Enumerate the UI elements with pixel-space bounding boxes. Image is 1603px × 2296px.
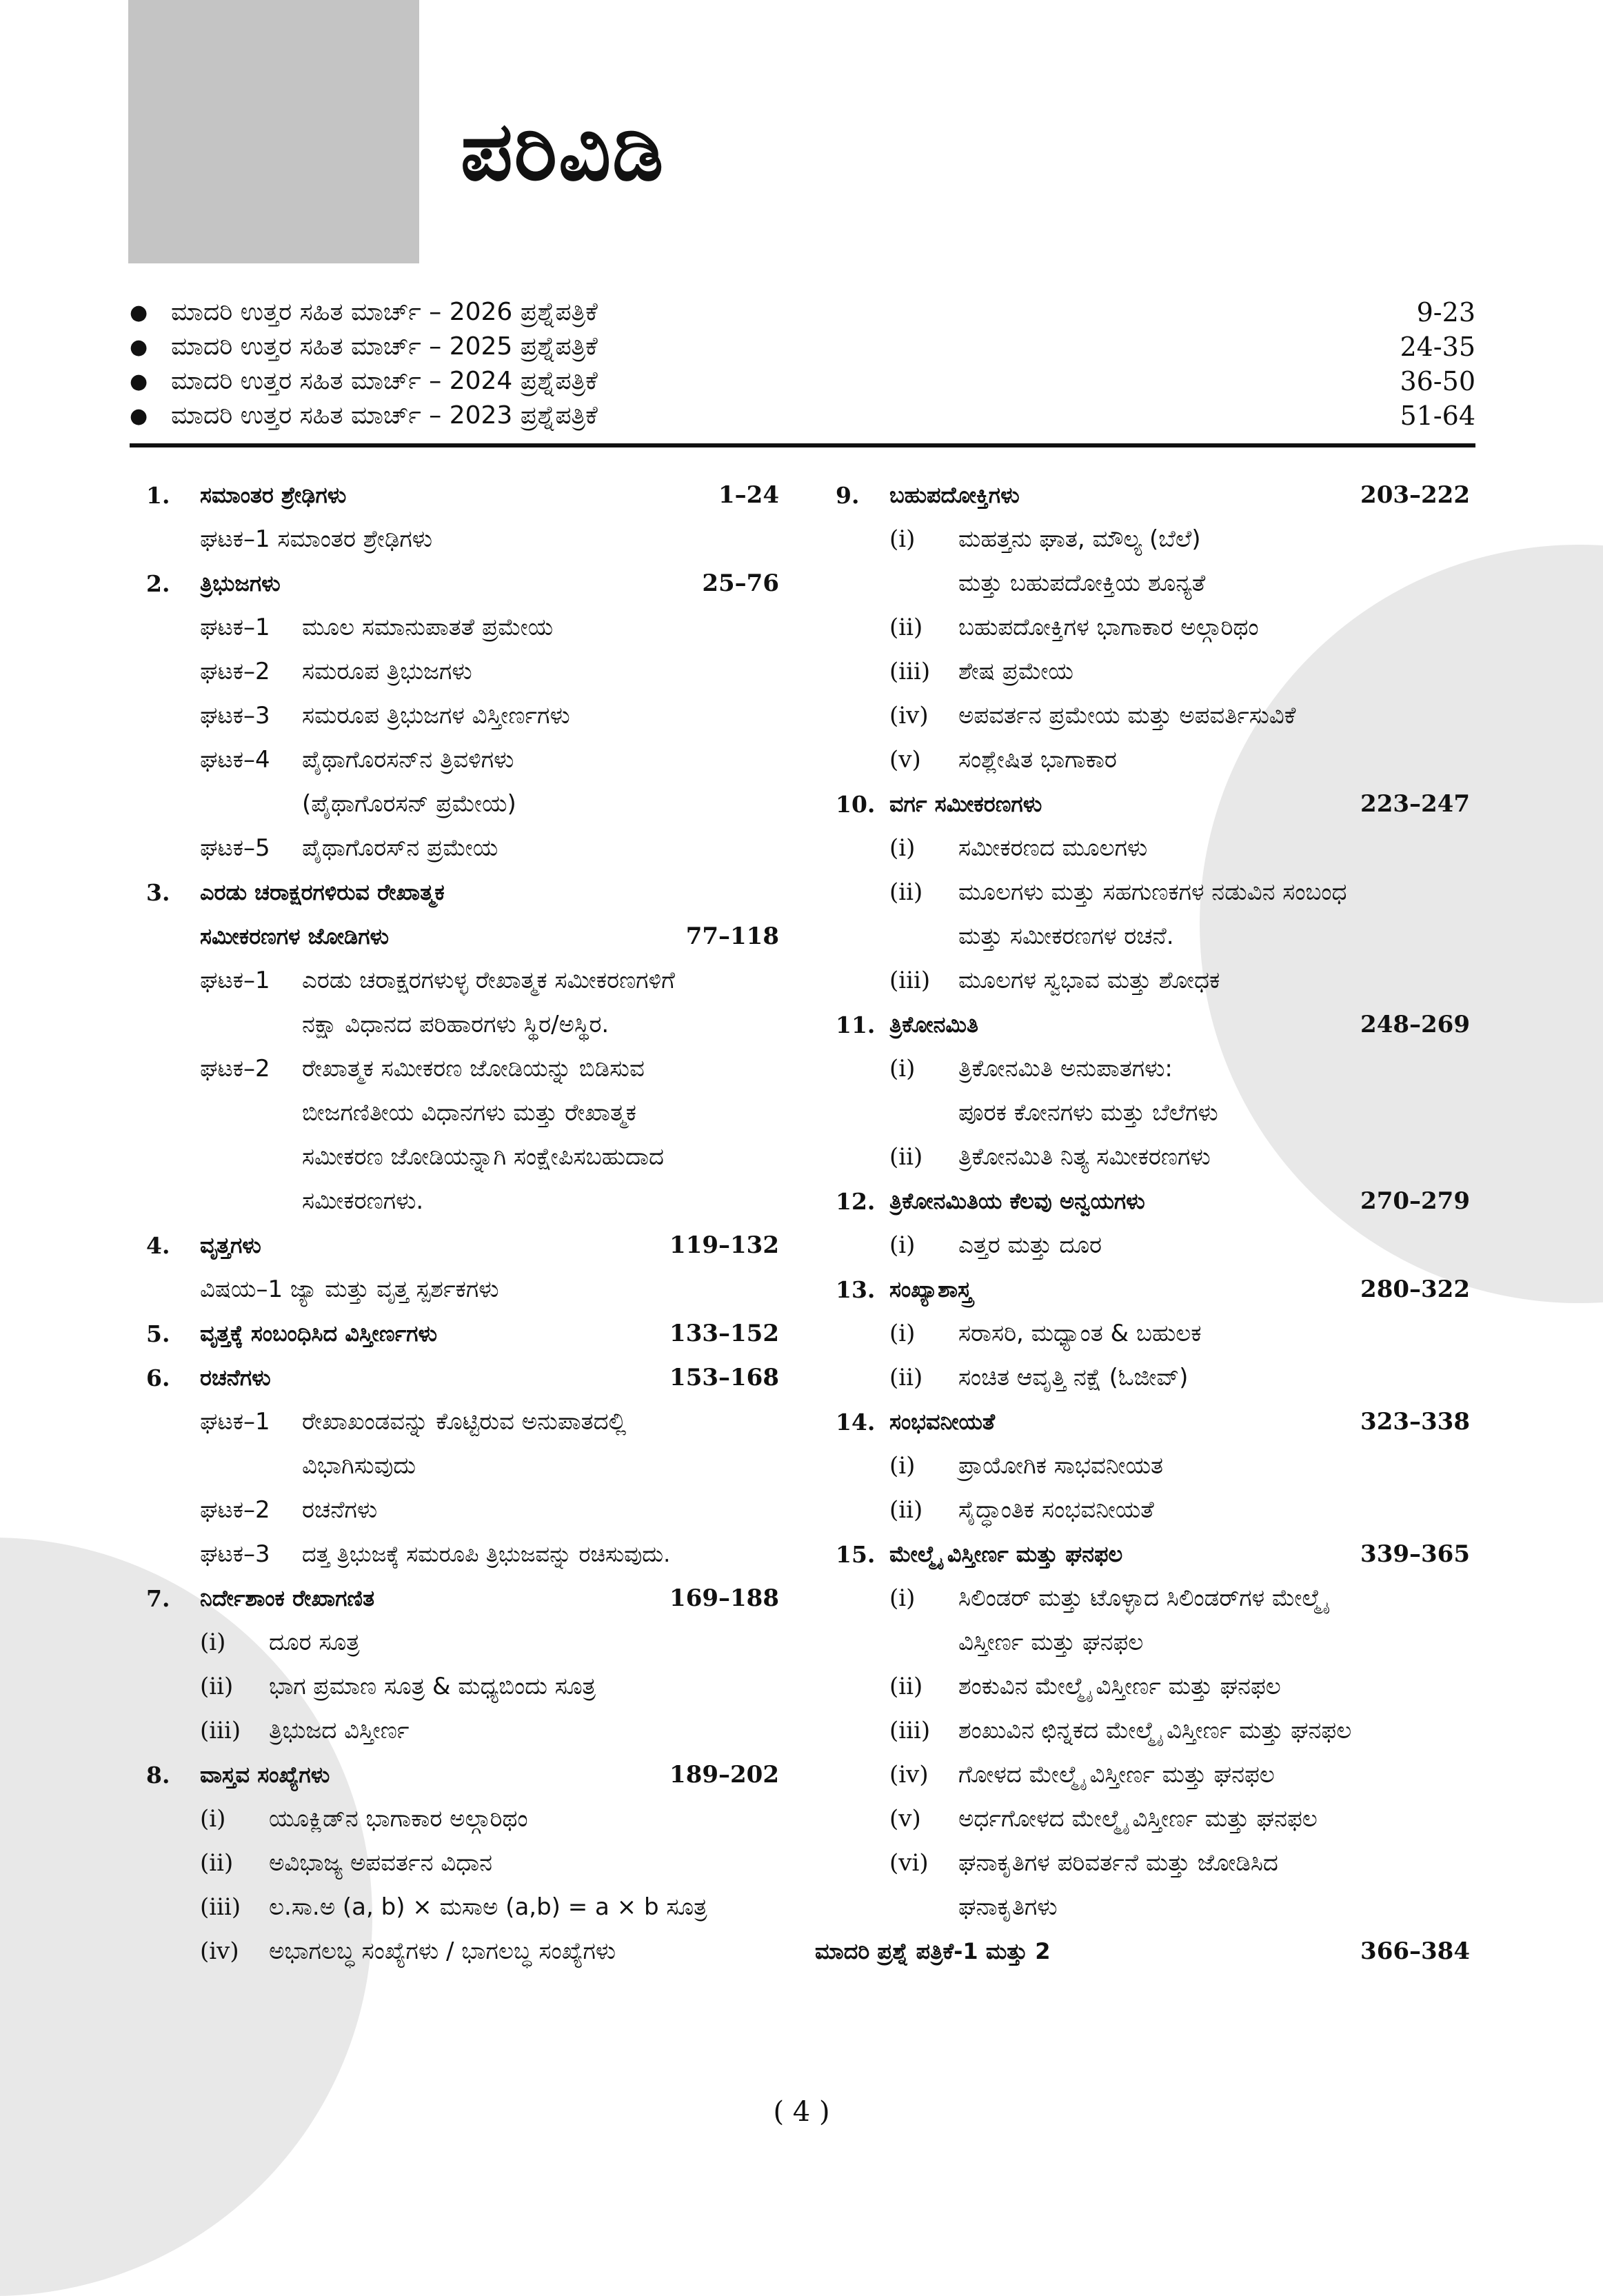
bullet-icon: ● bbox=[130, 334, 148, 359]
chapter-number: 7. bbox=[146, 1584, 170, 1612]
sub-item bbox=[836, 738, 1470, 782]
chapter-title: ವೃತ್ತಗಳು bbox=[200, 1231, 261, 1258]
sub-item bbox=[146, 1885, 779, 1929]
roman-numeral: (i) bbox=[200, 1629, 226, 1656]
unit-line bbox=[146, 1400, 779, 1444]
unit-line bbox=[146, 738, 779, 782]
bullet-icon: ● bbox=[130, 369, 148, 394]
chapter-title: ರಚನೆಗಳು bbox=[200, 1364, 271, 1391]
unit-line-continued bbox=[146, 1091, 779, 1135]
sub-item-text: ಅಪವರ್ತನ ಪ್ರಮೇಯ ಮತ್ತು ಅಪವರ್ತಿಸುವಿಕೆ bbox=[958, 702, 1296, 729]
bullet-icon: ● bbox=[130, 300, 148, 325]
chapter-pages: 248–269 bbox=[1360, 1011, 1470, 1038]
chapter-heading bbox=[146, 1576, 779, 1620]
chapter-pages: 323–338 bbox=[1360, 1408, 1470, 1436]
paper-pages: 36-50 bbox=[1400, 366, 1475, 396]
sub-item bbox=[836, 870, 1470, 914]
bullet-icon: ● bbox=[130, 403, 148, 428]
roman-numeral: (ii) bbox=[889, 1496, 923, 1524]
unit-text: ಸಮರೂಪ ತ್ರಿಭುಜಗಳು bbox=[302, 658, 472, 685]
chapter-number: 3. bbox=[146, 878, 170, 906]
chapter-title: ವೃತ್ತಕ್ಕೆ ಸಂಬಂಧಿಸಿದ ವಿಸ್ತೀರ್ಣಗಳು bbox=[200, 1320, 438, 1347]
sub-item-text: ಘನಾಕೃತಿಗಳು bbox=[958, 1893, 1058, 1921]
paper-pages: 24-35 bbox=[1400, 332, 1475, 362]
roman-numeral: (iii) bbox=[889, 658, 931, 685]
sub-item bbox=[836, 1311, 1470, 1356]
sub-item bbox=[836, 649, 1470, 694]
roman-numeral: (ii) bbox=[889, 1143, 923, 1171]
chapter-pages: 270–279 bbox=[1360, 1187, 1470, 1215]
unit-line bbox=[146, 958, 779, 1003]
unit-label: ಘಟಕ–2 bbox=[200, 658, 270, 685]
unit-text: ಸಮೀಕರಣಗಳು. bbox=[302, 1187, 424, 1215]
model-papers-list bbox=[130, 295, 1475, 433]
chapter-number: 12. bbox=[836, 1187, 876, 1215]
chapter-pages: 119–132 bbox=[669, 1231, 779, 1259]
unit-text: ರೇಖಾತ್ಮಕ ಸಮೀಕರಣ ಜೋಡಿಯನ್ನು ಬಿಡಿಸುವ bbox=[302, 1055, 645, 1082]
roman-numeral: (iii) bbox=[200, 1893, 241, 1921]
roman-numeral: (ii) bbox=[889, 614, 923, 641]
sub-item bbox=[836, 958, 1470, 1003]
sub-item bbox=[146, 1709, 779, 1753]
sub-item bbox=[836, 1223, 1470, 1267]
sub-item-text: ಪೂರಕ ಕೋನಗಳು ಮತ್ತು ಬೆಲೆಗಳು bbox=[958, 1099, 1218, 1127]
sub-item-text: ಬಹುಪದೋಕ್ತಿಗಳ ಭಾಗಾಕಾರ ಅಲ್ಗಾರಿಥಂ bbox=[958, 614, 1259, 641]
sub-item-text: ತ್ರಿಕೋನಮಿತಿ ನಿತ್ಯ ಸಮೀಕರಣಗಳು bbox=[958, 1143, 1211, 1171]
unit-line bbox=[146, 694, 779, 738]
unit-label: ಘಟಕ–4 bbox=[200, 746, 270, 774]
chapter-pages: 169–188 bbox=[669, 1584, 779, 1612]
chapter-pages: 223–247 bbox=[1360, 790, 1470, 818]
chapter-heading bbox=[836, 1003, 1470, 1047]
chapter-pages: 280–322 bbox=[1360, 1276, 1470, 1303]
sub-item bbox=[836, 1047, 1470, 1091]
unit-text: ಪೈಥಾಗೊರಸ್‌ನ ಪ್ರಮೇಯ bbox=[302, 834, 498, 862]
roman-numeral: (iv) bbox=[200, 1937, 239, 1965]
unit-line bbox=[146, 1532, 779, 1576]
chapter-title: ತ್ರಿಕೋನಮಿತಿ bbox=[889, 1011, 978, 1038]
sub-item-text: ಗೋಳದ ಮೇಲ್ಮೈ ವಿಸ್ತೀರ್ಣ ಮತ್ತು ಘನಫಲ bbox=[958, 1761, 1275, 1789]
chapter-heading bbox=[146, 561, 779, 605]
chapter-title: ಸಮೀಕರಣಗಳ ಜೋಡಿಗಳು bbox=[200, 923, 390, 949]
roman-numeral: (iv) bbox=[889, 1761, 929, 1789]
unit-label: ಘಟಕ–1 bbox=[200, 967, 270, 994]
sub-item bbox=[836, 1841, 1470, 1885]
chapter-heading bbox=[836, 782, 1470, 826]
sub-item-text: ಶಂಕುವಿನ ಮೇಲ್ಮೈ ವಿಸ್ತೀರ್ಣ ಮತ್ತು ಘನಫಲ bbox=[958, 1673, 1281, 1700]
sub-item-continued bbox=[836, 561, 1470, 605]
roman-numeral: (i) bbox=[889, 1055, 916, 1082]
roman-numeral: (i) bbox=[889, 834, 916, 862]
chapter-number: 8. bbox=[146, 1761, 170, 1789]
unit-line-continued bbox=[146, 1444, 779, 1488]
chapter-title: ಸಮಾಂತರ ಶ್ರೇಢಿಗಳು bbox=[200, 481, 347, 508]
sub-item-text: ಮತ್ತು ಸಮೀಕರಣಗಳ ರಚನೆ. bbox=[958, 923, 1174, 950]
paper-label: ಮಾದರಿ ಉತ್ತರ ಸಹಿತ ಮಾರ್ಚ್ – 2024 ಪ್ರಶ್ನೆಪತ್ರಿಕೆ bbox=[171, 367, 598, 395]
sub-item-text: ಸಂಶ್ಲೇಷಿತ ಭಾಗಾಕಾರ bbox=[958, 746, 1117, 774]
unit-label: ಘಟಕ–2 bbox=[200, 1055, 270, 1082]
unit-line bbox=[146, 1047, 779, 1091]
sub-item bbox=[146, 1620, 779, 1664]
chapter-number: 2. bbox=[146, 570, 170, 597]
chapter-title: ತ್ರಿಭುಜಗಳು bbox=[200, 570, 281, 596]
roman-numeral: (i) bbox=[200, 1805, 226, 1833]
chapter-pages: 133–152 bbox=[669, 1320, 779, 1347]
sub-item-continued bbox=[836, 914, 1470, 958]
header-gray-block bbox=[128, 0, 419, 263]
sub-item bbox=[836, 1709, 1470, 1753]
chapter-heading bbox=[146, 1753, 779, 1797]
sub-item-text: ಯೂಕ್ಲಿಡ್‌ನ ಭಾಗಾಕಾರ ಅಲ್ಗಾರಿಥಂ bbox=[269, 1805, 528, 1833]
paper-pages: 9-23 bbox=[1416, 297, 1475, 328]
sub-item bbox=[836, 1356, 1470, 1400]
chapter-title: ಬಹುಪದೋಕ್ತಿಗಳು bbox=[889, 481, 1020, 508]
chapter-pages: 366–384 bbox=[1360, 1937, 1470, 1965]
chapter-heading-continued bbox=[146, 914, 779, 958]
chapter-number: 10. bbox=[836, 790, 876, 818]
unit-line bbox=[146, 1267, 779, 1311]
sub-item-text: ಮೂಲಗಳು ಮತ್ತು ಸಹಗುಣಕಗಳ ನಡುವಿನ ಸಂಬಂಧ bbox=[958, 878, 1347, 906]
chapter-heading bbox=[836, 1267, 1470, 1311]
unit-text: ದತ್ತ ತ್ರಿಭುಜಕ್ಕೆ ಸಮರೂಪಿ ತ್ರಿಭುಜವನ್ನು ರಚಿಸುವುದು. bbox=[302, 1540, 671, 1567]
sub-item-text: ಅಭಾಗಲಬ್ಧ ಸಂಖ್ಯೆಗಳು / ಭಾಗಲಬ್ಧ ಸಂಖ್ಯೆಗಳು bbox=[269, 1937, 616, 1965]
unit-line bbox=[146, 649, 779, 694]
toc-right-column bbox=[815, 473, 1470, 1973]
unit-line-continued bbox=[146, 1179, 779, 1223]
chapter-heading bbox=[836, 1532, 1470, 1576]
sub-item bbox=[836, 1488, 1470, 1532]
sub-item bbox=[146, 1797, 779, 1841]
roman-numeral: (i) bbox=[889, 1320, 916, 1347]
list-item bbox=[130, 330, 1475, 364]
chapter-pages: 153–168 bbox=[669, 1364, 779, 1391]
roman-numeral: (iii) bbox=[889, 967, 931, 994]
sub-item-continued bbox=[836, 1885, 1470, 1929]
unit-line-continued bbox=[146, 1003, 779, 1047]
unit-label: ಘಟಕ–5 bbox=[200, 834, 270, 862]
sub-item bbox=[836, 605, 1470, 649]
model-question-paper-heading bbox=[815, 1929, 1470, 1973]
unit-text: ಪೈಥಾಗೊರಸನ್‌ನ ತ್ರಿವಳಿಗಳು bbox=[302, 746, 514, 774]
sub-item-text: ಮಹತ್ತನು ಘಾತ, ಮೌಲ್ಯ (ಬೆಲೆ) bbox=[958, 525, 1201, 553]
sub-item bbox=[836, 1135, 1470, 1179]
paper-pages: 51-64 bbox=[1400, 401, 1475, 431]
sub-item-text: ಲ.ಸಾ.ಅ (a, b) × ಮಸಾಅ (a,b) = a × b ಸೂತ್ರ bbox=[269, 1893, 707, 1921]
unit-text: ವಿಷಯ–1 ಜ್ಯಾ ಮತ್ತು ವೃತ್ತ ಸ್ಪರ್ಶಕಗಳು bbox=[200, 1276, 499, 1303]
chapter-title: ನಿರ್ದೇಶಾಂಕ ರೇಖಾಗಣಿತ bbox=[200, 1584, 375, 1611]
roman-numeral: (v) bbox=[889, 746, 921, 774]
list-item bbox=[130, 399, 1475, 433]
roman-numeral: (iv) bbox=[889, 702, 929, 729]
chapter-number: 1. bbox=[146, 481, 170, 509]
chapter-number: 11. bbox=[836, 1011, 876, 1038]
page-title: ಪರಿವಿಡಿ bbox=[461, 103, 665, 199]
roman-numeral: (iii) bbox=[889, 1717, 931, 1744]
roman-numeral: (ii) bbox=[889, 1673, 923, 1700]
chapter-heading bbox=[836, 473, 1470, 517]
sub-item bbox=[146, 1929, 779, 1973]
chapter-title: ವಾಸ್ತವ ಸಂಖ್ಯೆಗಳು bbox=[200, 1761, 330, 1788]
chapter-number: 13. bbox=[836, 1276, 876, 1303]
chapter-heading bbox=[836, 1400, 1470, 1444]
unit-line-continued bbox=[146, 1135, 779, 1179]
chapter-pages: 189–202 bbox=[669, 1761, 779, 1789]
paper-label: ಮಾದರಿ ಉತ್ತರ ಸಹಿತ ಮಾರ್ಚ್ – 2023 ಪ್ರಶ್ನೆಪತ್ರಿಕೆ bbox=[171, 401, 598, 430]
sub-item-text: ಸರಾಸರಿ, ಮಧ್ಯಾಂತ & ಬಹುಲಕ bbox=[958, 1320, 1202, 1347]
unit-line bbox=[146, 826, 779, 870]
sub-item bbox=[836, 1797, 1470, 1841]
sub-item-text: ತ್ರಿಕೋನಮಿತಿ ಅನುಪಾತಗಳು: bbox=[958, 1055, 1173, 1082]
chapter-number: 14. bbox=[836, 1408, 876, 1436]
unit-text: ಸಮರೂಪ ತ್ರಿಭುಜಗಳ ವಿಸ್ತೀರ್ಣಗಳು bbox=[302, 702, 570, 729]
chapter-title: ಮೇಲ್ಮೈ ವಿಸ್ತೀರ್ಣ ಮತ್ತು ಘನಫಲ bbox=[889, 1540, 1123, 1567]
chapter-number: 15. bbox=[836, 1540, 876, 1568]
sub-item bbox=[146, 1841, 779, 1885]
unit-text: ಸಮೀಕರಣ ಜೋಡಿಯನ್ನಾಗಿ ಸಂಕ್ಷೇಪಿಸಬಹುದಾದ bbox=[302, 1143, 664, 1171]
chapter-title: ಮಾದರಿ ಪ್ರಶ್ನೆ ಪತ್ರಿಕೆ-1 ಮತ್ತು 2 bbox=[815, 1937, 1051, 1964]
sub-item bbox=[836, 517, 1470, 561]
chapter-title: ಎರಡು ಚರಾಕ್ಷರಗಳಿರುವ ರೇಖಾತ್ಮಕ bbox=[200, 878, 445, 905]
chapter-heading bbox=[146, 870, 779, 914]
sub-item bbox=[146, 1664, 779, 1709]
unit-text: ಬೀಜಗಣಿತೀಯ ವಿಧಾನಗಳು ಮತ್ತು ರೇಖಾತ್ಮಕ bbox=[302, 1099, 636, 1127]
chapter-title: ಸಂಭವನೀಯತೆ bbox=[889, 1408, 996, 1435]
page-number: ( 4 ) bbox=[773, 2096, 830, 2128]
unit-text: ವಿಭಾಗಿಸುವುದು bbox=[302, 1452, 416, 1480]
unit-text: (ಪೈಥಾಗೊರಸನ್ ಪ್ರಮೇಯ) bbox=[302, 790, 516, 818]
sub-item-text: ಮತ್ತು ಬಹುಪದೋಕ್ತಿಯ ಶೂನ್ಯತೆ bbox=[958, 570, 1206, 597]
list-item bbox=[130, 295, 1475, 330]
roman-numeral: (v) bbox=[889, 1805, 921, 1833]
sub-item-text: ಸಿಲಿಂಡರ್ ಮತ್ತು ಟೊಳ್ಳಾದ ಸಿಲಿಂಡರ್‌ಗಳ ಮೇಲ್ಮೈ bbox=[958, 1584, 1326, 1612]
chapter-title: ವರ್ಗ ಸಮೀಕರಣಗಳು bbox=[889, 790, 1042, 817]
paper-label: ಮಾದರಿ ಉತ್ತರ ಸಹಿತ ಮಾರ್ಚ್ – 2025 ಪ್ರಶ್ನೆಪತ್ರಿಕೆ bbox=[171, 332, 598, 361]
chapter-number: 5. bbox=[146, 1320, 170, 1347]
unit-label: ಘಟಕ–3 bbox=[200, 1540, 270, 1568]
chapter-pages: 203–222 bbox=[1360, 481, 1470, 509]
roman-numeral: (i) bbox=[889, 1231, 916, 1259]
roman-numeral: (ii) bbox=[889, 878, 923, 906]
chapter-number: 9. bbox=[836, 481, 860, 509]
sub-item bbox=[836, 1753, 1470, 1797]
sub-item bbox=[836, 694, 1470, 738]
roman-numeral: (ii) bbox=[889, 1364, 923, 1391]
chapter-pages: 25–76 bbox=[702, 570, 779, 597]
unit-line-continued bbox=[146, 782, 779, 826]
unit-text: ಮೂಲ ಸಮಾನುಪಾತತೆ ಪ್ರಮೇಯ bbox=[302, 614, 554, 641]
chapter-number: 4. bbox=[146, 1231, 170, 1259]
unit-text: ನಕ್ಷಾ ವಿಧಾನದ ಪರಿಹಾರಗಳು ಸ್ಥಿರ/ಅಸ್ಥಿರ. bbox=[302, 1011, 609, 1038]
sub-item-text: ಎತ್ತರ ಮತ್ತು ದೂರ bbox=[958, 1231, 1102, 1259]
sub-item-text: ಘನಾಕೃತಿಗಳ ಪರಿವರ್ತನೆ ಮತ್ತು ಜೋಡಿಸಿದ bbox=[958, 1849, 1278, 1877]
sub-item-text: ಸೈದ್ಧಾಂತಿಕ ಸಂಭವನೀಯತೆ bbox=[958, 1496, 1154, 1524]
sub-item-continued bbox=[836, 1091, 1470, 1135]
sub-item-text: ಶಂಖುವಿನ ಛಿನ್ನಕದ ಮೇಲ್ಮೈ ವಿಸ್ತೀರ್ಣ ಮತ್ತು ಘನಫಲ bbox=[958, 1717, 1352, 1744]
unit-label: ಘಟಕ–1 bbox=[200, 1408, 270, 1436]
chapter-heading bbox=[146, 1223, 779, 1267]
divider bbox=[130, 443, 1475, 447]
sub-item bbox=[836, 826, 1470, 870]
sub-item-text: ಪ್ರಾಯೋಗಿಕ ಸಾಭವನೀಯತ bbox=[958, 1452, 1164, 1480]
unit-label: ಘಟಕ–3 bbox=[200, 702, 270, 729]
sub-item bbox=[836, 1576, 1470, 1620]
sub-item-text: ಮೂಲಗಳ ಸ್ವಭಾವ ಮತ್ತು ಶೋಧಕ bbox=[958, 967, 1220, 994]
chapter-pages: 1–24 bbox=[718, 481, 779, 509]
toc-left-column bbox=[146, 473, 779, 1973]
sub-item-text: ಸಮೀಕರಣದ ಮೂಲಗಳು bbox=[958, 834, 1148, 862]
chapter-heading bbox=[836, 1179, 1470, 1223]
sub-item-text: ವಿಸ್ತೀರ್ಣ ಮತ್ತು ಘನಫಲ bbox=[958, 1629, 1144, 1656]
sub-item bbox=[836, 1664, 1470, 1709]
chapter-heading bbox=[146, 1356, 779, 1400]
chapter-heading bbox=[146, 473, 779, 517]
roman-numeral: (iii) bbox=[200, 1717, 241, 1744]
chapter-heading bbox=[146, 1311, 779, 1356]
sub-item-text: ಸಂಚಿತ ಆವೃತ್ತಿ ನಕ್ಷೆ (ಓಜೀವ್) bbox=[958, 1364, 1189, 1391]
chapter-title: ಸಂಖ್ಯಾಶಾಸ್ತ್ರ bbox=[889, 1276, 972, 1302]
chapter-pages: 77–118 bbox=[685, 923, 779, 950]
sub-item-text: ತ್ರಿಭುಜದ ವಿಸ್ತೀರ್ಣ bbox=[269, 1717, 410, 1744]
sub-item-text: ದೂರ ಸೂತ್ರ bbox=[269, 1629, 360, 1656]
roman-numeral: (ii) bbox=[200, 1673, 234, 1700]
sub-item bbox=[836, 1444, 1470, 1488]
unit-line bbox=[146, 517, 779, 561]
unit-label: ಘಟಕ–1 bbox=[200, 614, 270, 641]
unit-label: ಘಟಕ–2 bbox=[200, 1496, 270, 1524]
roman-numeral: (i) bbox=[889, 525, 916, 553]
unit-text: ರಚನೆಗಳು bbox=[302, 1496, 378, 1524]
sub-item-text: ಅವಿಭಾಜ್ಯ ಅಪವರ್ತನ ವಿಧಾನ bbox=[269, 1849, 493, 1877]
chapter-pages: 339–365 bbox=[1360, 1540, 1470, 1568]
roman-numeral: (i) bbox=[889, 1452, 916, 1480]
chapter-number: 6. bbox=[146, 1364, 170, 1391]
sub-item-continued bbox=[836, 1620, 1470, 1664]
sub-item-text: ಭಾಗ ಪ್ರಮಾಣ ಸೂತ್ರ & ಮಧ್ಯಬಿಂದು ಸೂತ್ರ bbox=[269, 1673, 596, 1700]
unit-line bbox=[146, 1488, 779, 1532]
roman-numeral: (ii) bbox=[200, 1849, 234, 1877]
unit-text: ಘಟಕ–1 ಸಮಾಂತರ ಶ್ರೇಢಿಗಳು bbox=[200, 525, 433, 553]
unit-text: ಎರಡು ಚರಾಕ್ಷರಗಳುಳ್ಳ ರೇಖಾತ್ಮಕ ಸಮೀಕರಣಗಳಿಗೆ bbox=[302, 967, 675, 994]
unit-line bbox=[146, 605, 779, 649]
list-item bbox=[130, 364, 1475, 399]
sub-item-text: ಅರ್ಧಗೋಳದ ಮೇಲ್ಮೈ ವಿಸ್ತೀರ್ಣ ಮತ್ತು ಘನಫಲ bbox=[958, 1805, 1318, 1833]
roman-numeral: (vi) bbox=[889, 1849, 929, 1877]
unit-text: ರೇಖಾಖಂಡವನ್ನು ಕೊಟ್ಟಿರುವ ಅನುಪಾತದಲ್ಲಿ bbox=[302, 1408, 627, 1436]
chapter-title: ತ್ರಿಕೋನಮಿತಿಯ ಕೆಲವು ಅನ್ವಯಗಳು bbox=[889, 1187, 1145, 1214]
roman-numeral: (i) bbox=[889, 1584, 916, 1612]
paper-label: ಮಾದರಿ ಉತ್ತರ ಸಹಿತ ಮಾರ್ಚ್ – 2026 ಪ್ರಶ್ನೆಪತ್ರಿಕೆ bbox=[171, 298, 598, 326]
sub-item-text: ಶೇಷ ಪ್ರಮೇಯ bbox=[958, 658, 1073, 685]
